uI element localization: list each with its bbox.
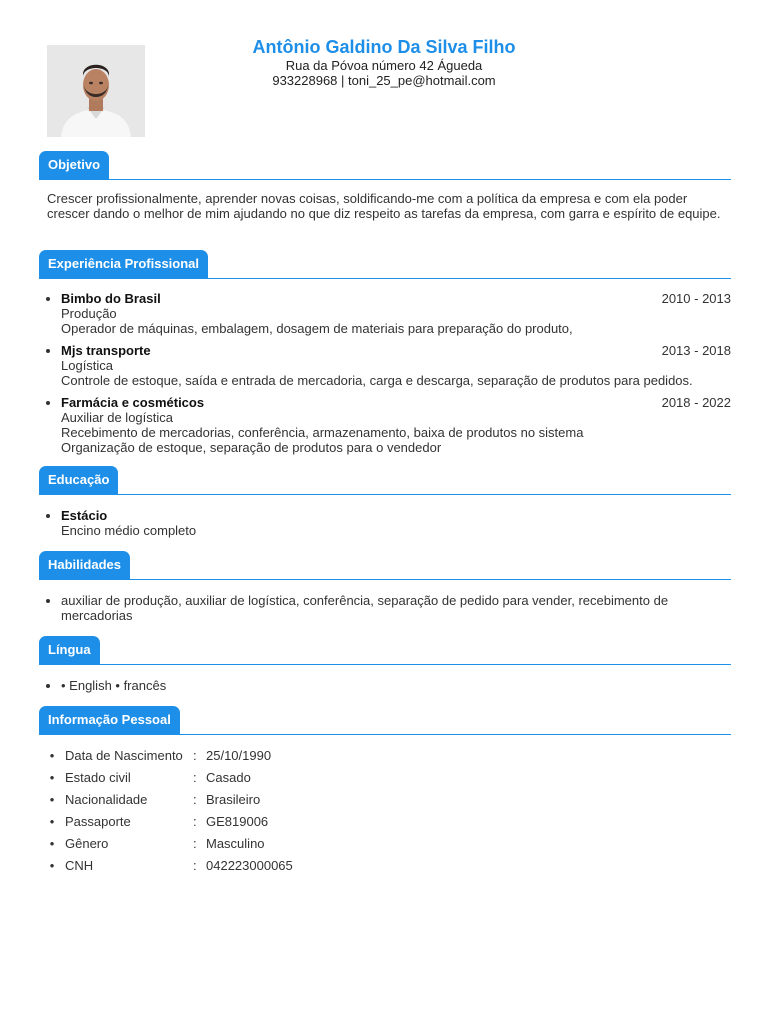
bullet: •: [49, 791, 55, 807]
info-value: Casado: [206, 769, 251, 785]
section-divider: [39, 664, 731, 665]
info-label: Nacionalidade: [65, 791, 148, 807]
years: 2013 - 2018: [661, 343, 731, 358]
role: Auxiliar de logística: [61, 410, 173, 425]
info-label: CNH: [65, 857, 94, 873]
school-name: • Estácio: [61, 508, 108, 523]
years: 2018 - 2022: [661, 395, 731, 410]
info-label: Estado civil: [65, 769, 131, 785]
info-separator: :: [193, 747, 197, 763]
role: Produção: [61, 306, 117, 321]
skill-item: • auxiliar de produção, auxiliar de logística, conferência, separação de pedido para vender, recebimento de mercadorias: [61, 593, 731, 623]
section-title-lingua: Língua: [39, 636, 100, 665]
language-item: • • English • francês: [61, 678, 731, 693]
language-list: [39, 678, 731, 693]
info-separator: :: [193, 769, 197, 785]
section-habilidades: [39, 551, 731, 623]
section-divider: [39, 494, 731, 495]
bullet: •: [49, 813, 55, 829]
info-row: [39, 766, 293, 788]
info-value: 042223000065: [206, 857, 293, 873]
section-divider: [39, 579, 731, 580]
bullet: •: [49, 835, 55, 851]
info-value: Masculino: [206, 835, 265, 851]
info-row: [39, 832, 293, 854]
experience-item: [61, 343, 731, 388]
company-name: • Mjs transporte: [61, 343, 151, 358]
experience-list: [39, 291, 731, 455]
skills-list: [39, 593, 731, 623]
candidate-name: Antônio Galdino Da Silva Filho: [252, 37, 516, 57]
contact-info: 933228968 | toni_25_pe@hotmail.com: [272, 73, 496, 88]
info-row: [39, 744, 293, 766]
description: Operador de máquinas, embalagem, dosagem de materiais para preparação do produto,: [61, 321, 573, 336]
description: Recebimento de mercadorias, conferência, armazenamento, baixa de produtos no sistema: [61, 425, 584, 440]
address: Rua da Póvoa número 42 Águeda: [285, 58, 483, 73]
experience-item: [61, 291, 731, 336]
info-separator: :: [193, 813, 197, 829]
resume-header: [0, 36, 768, 88]
education-item: [61, 508, 731, 538]
section-lingua: [39, 636, 731, 693]
description: Controle de estoque, saída e entrada de mercadoria, carga e descarga, separação de produtos para pedidos.: [61, 373, 693, 388]
section-title-habilidades: Habilidades: [39, 551, 130, 580]
info-label: Data de Nascimento: [65, 747, 183, 763]
info-separator: :: [193, 791, 197, 807]
section-title-objetivo: Objetivo: [39, 151, 109, 180]
education-list: [39, 508, 731, 538]
info-separator: :: [193, 857, 197, 873]
section-objetivo: [39, 151, 731, 221]
info-row: [39, 854, 293, 876]
company-name: • Farmácia e cosméticos: [61, 395, 205, 410]
info-label: Passaporte: [65, 813, 131, 829]
info-value: Brasileiro: [206, 791, 261, 807]
section-divider: [39, 179, 731, 180]
info-value: GE819006: [206, 813, 269, 829]
experience-item: [61, 395, 731, 455]
info-row: [39, 810, 293, 832]
bullet: •: [49, 747, 55, 763]
company-name: • Bimbo do Brasil: [61, 291, 161, 306]
bullet: •: [49, 857, 55, 873]
section-title-info-pessoal: Informação Pessoal: [39, 706, 180, 735]
info-row: [39, 788, 293, 810]
years: 2010 - 2013: [661, 291, 731, 306]
info-label: Gênero: [65, 835, 109, 851]
personal-info-table: [39, 744, 293, 876]
section-info-pessoal: [39, 706, 731, 876]
section-educacao: [39, 466, 731, 538]
section-experiencia: [39, 250, 731, 455]
section-title-educacao: Educação: [39, 466, 118, 495]
objective-text: Crescer profissionalmente, aprender novas coisas, soldificando-me com a política da empresa e com ela poder crescer dando o melhor de mim ajudando no que diz respeito as tarefas da empresa, com garra e espírito de equipe.: [47, 191, 721, 221]
info-separator: :: [193, 835, 197, 851]
education-detail: Encino médio completo: [61, 523, 197, 538]
role: Logística: [61, 358, 114, 373]
info-value: 25/10/1990: [206, 747, 272, 763]
description: Organização de estoque, separação de produtos para o vendedor: [61, 440, 442, 455]
bullet: •: [49, 769, 55, 785]
section-title-experiencia: Experiência Profissional: [39, 250, 208, 279]
